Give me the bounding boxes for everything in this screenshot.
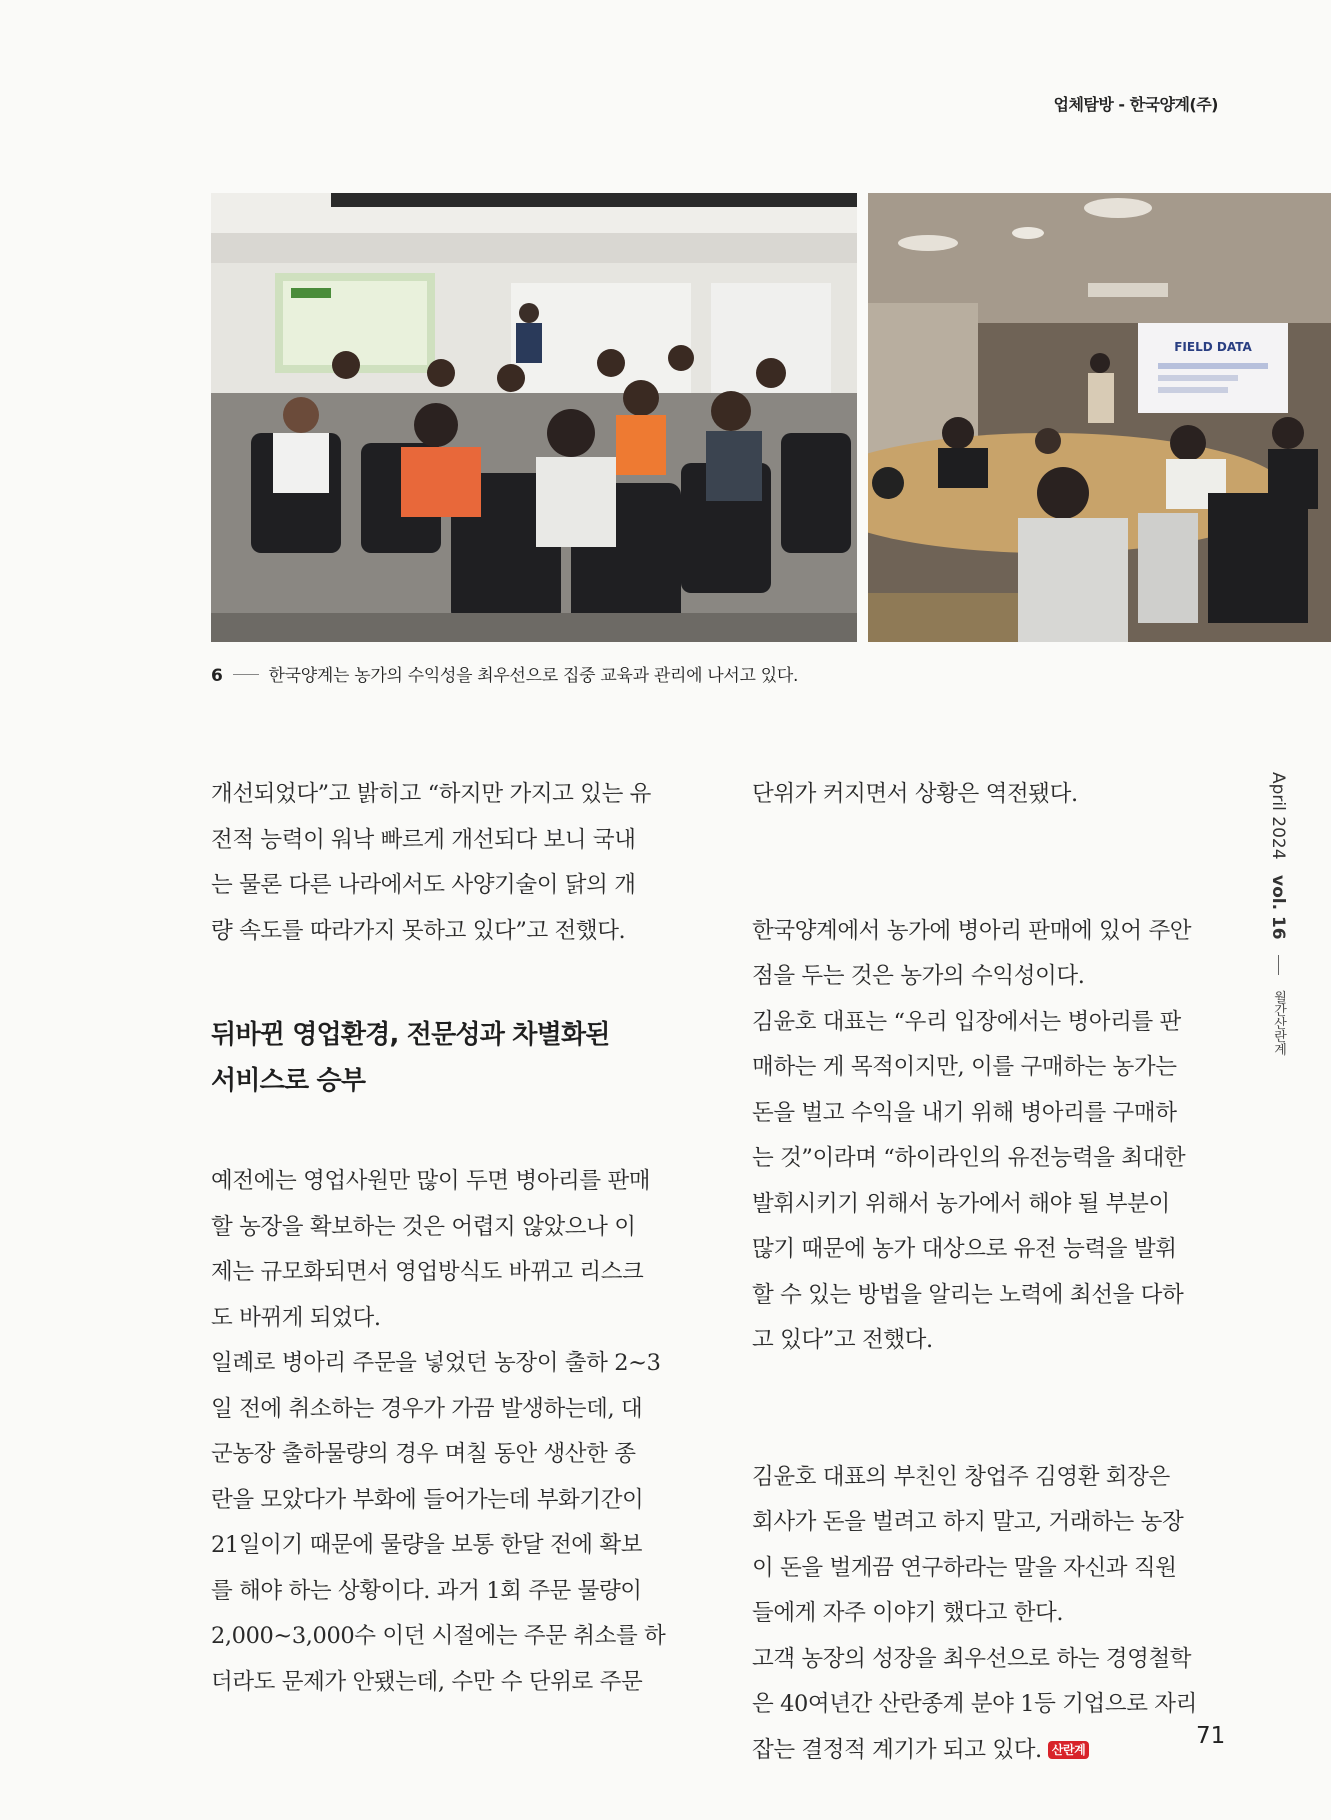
- issue-date: April 2024: [1268, 772, 1288, 860]
- caption-number: 6: [211, 666, 223, 686]
- body-line: 김윤호 대표는 “우리 입장에서는 병아리를 판: [752, 1008, 1181, 1035]
- seminar-photo-1-image: [211, 193, 857, 642]
- section-label: 업체탐방 - 한국양계(주): [1053, 95, 1218, 114]
- body-line: 2,000~3,000수 이던 시절에는 주문 취소를 하: [211, 1623, 666, 1649]
- body-line: 많기 때문에 농가 대상으로 유전 능력을 발휘: [752, 1236, 1177, 1262]
- body-line: 고 있다”고 전했다.: [752, 1327, 933, 1353]
- section-heading-line-2: 서비스로 승부: [211, 1066, 366, 1096]
- body-line: 고객 농장의 성장을 최우선으로 하는 경영철학: [752, 1645, 1192, 1672]
- body-line: 란을 모았다가 부화에 들어가는데 부화기간이: [211, 1486, 644, 1513]
- spacer: [752, 818, 1222, 909]
- side-divider: [1278, 955, 1279, 975]
- right-column: [752, 772, 1222, 1773]
- body-line: 할 수 있는 방법을 알리는 노력에 최선을 다하: [752, 1281, 1184, 1308]
- body-line: 일례로 병아리 주문을 넣었던 농장이 출하 2~3: [211, 1350, 661, 1376]
- photo-caption: [211, 661, 798, 686]
- field-data-slide-text: FIELD DATA: [1174, 340, 1252, 354]
- body-line: 회사가 돈을 벌려고 하지 말고, 거래하는 농장: [752, 1509, 1184, 1535]
- body-line: 단위가 커지면서 상황은 역전됐다.: [752, 781, 1078, 807]
- end-mark-badge: 산란계: [1048, 1741, 1090, 1759]
- spacer: [752, 1364, 1222, 1455]
- body-line: 할 농장을 확보하는 것은 어렵지 않았으나 이: [211, 1213, 636, 1240]
- body-line-final: [752, 1728, 1222, 1774]
- body-line: 이 돈을 벌게끔 연구하라는 말을 자신과 직원: [752, 1554, 1177, 1581]
- body-line: 돈을 벌고 수익을 내기 위해 병아리를 구매하: [752, 1099, 1177, 1126]
- page-number: 71: [1196, 1723, 1226, 1749]
- final-line-text: 잡는 결정적 계기가 되고 있다.: [752, 1736, 1042, 1763]
- body-line: 더라도 문제가 안됐는데, 수만 수 단위로 주문: [211, 1668, 643, 1695]
- body-line: 점을 두는 것은 농가의 수익성이다.: [752, 963, 1085, 989]
- caption-rule: [233, 674, 259, 675]
- body-line: 전적 능력이 워낙 빠르게 개선되다 보니 국내: [211, 826, 636, 853]
- caption-text: 한국양계는 농가의 수익성을 최우선으로 집중 교육과 관리에 나서고 있다.: [268, 666, 799, 686]
- body-line: 량 속도를 따라가지 못하고 있다”고 전했다.: [211, 917, 626, 944]
- body-line: 개선되었다”고 밝히고 “하지만 가지고 있는 유: [211, 781, 651, 807]
- issue-volume: vol. 16: [1268, 874, 1288, 940]
- seminar-photo-left: [211, 193, 857, 642]
- body-line: 한국양계에서 농가에 병아리 판매에 있어 주안: [752, 917, 1192, 944]
- body-line: 도 바뀌게 되었다.: [211, 1304, 381, 1331]
- body-line: 는 물론 다른 나라에서도 사양기술이 닭의 개: [211, 872, 636, 898]
- body-line: 는 것”이라며 “하이라인의 유전능력을 최대한: [752, 1145, 1186, 1171]
- spacer: [211, 954, 681, 1012]
- left-column: [211, 772, 681, 1705]
- body-line: 들에게 자주 이야기 했다고 한다.: [752, 1600, 1064, 1626]
- magazine-name: 월간산란계: [1271, 990, 1286, 1056]
- body-line: 제는 규모화되면서 영업방식도 바뀌고 리스크: [211, 1259, 644, 1285]
- body-line: 발휘시키기 위해서 농가에서 해야 될 부분이: [752, 1190, 1170, 1217]
- body-line: 를 해야 하는 상황이다. 과거 1회 주문 물량이: [211, 1577, 642, 1604]
- body-line: 일 전에 취소하는 경우가 가끔 발생하는데, 대: [211, 1395, 643, 1422]
- body-line: 21일이기 때문에 물량을 보통 한달 전에 확보: [211, 1532, 643, 1558]
- body-line: 은 40여년간 산란종계 분야 1등 기업으로 자리: [752, 1691, 1197, 1717]
- seminar-photo-right: [868, 193, 1331, 642]
- seminar-photo-2-image: [868, 193, 1331, 642]
- body-line: 매하는 게 목적이지만, 이를 구매하는 농가는: [752, 1054, 1177, 1080]
- section-heading-line-1: 뒤바뀐 영업환경, 전문성과 차별화된: [211, 1020, 610, 1050]
- body-line: 군농장 출하물량의 경우 며칠 동안 생산한 종: [211, 1441, 636, 1467]
- body-line: 예전에는 영업사원만 많이 두면 병아리를 판매: [211, 1168, 651, 1194]
- side-tab: [1268, 772, 1288, 1055]
- body-line: 김윤호 대표의 부친인 창업주 김영환 회장은: [752, 1463, 1170, 1490]
- spacer: [211, 1104, 681, 1159]
